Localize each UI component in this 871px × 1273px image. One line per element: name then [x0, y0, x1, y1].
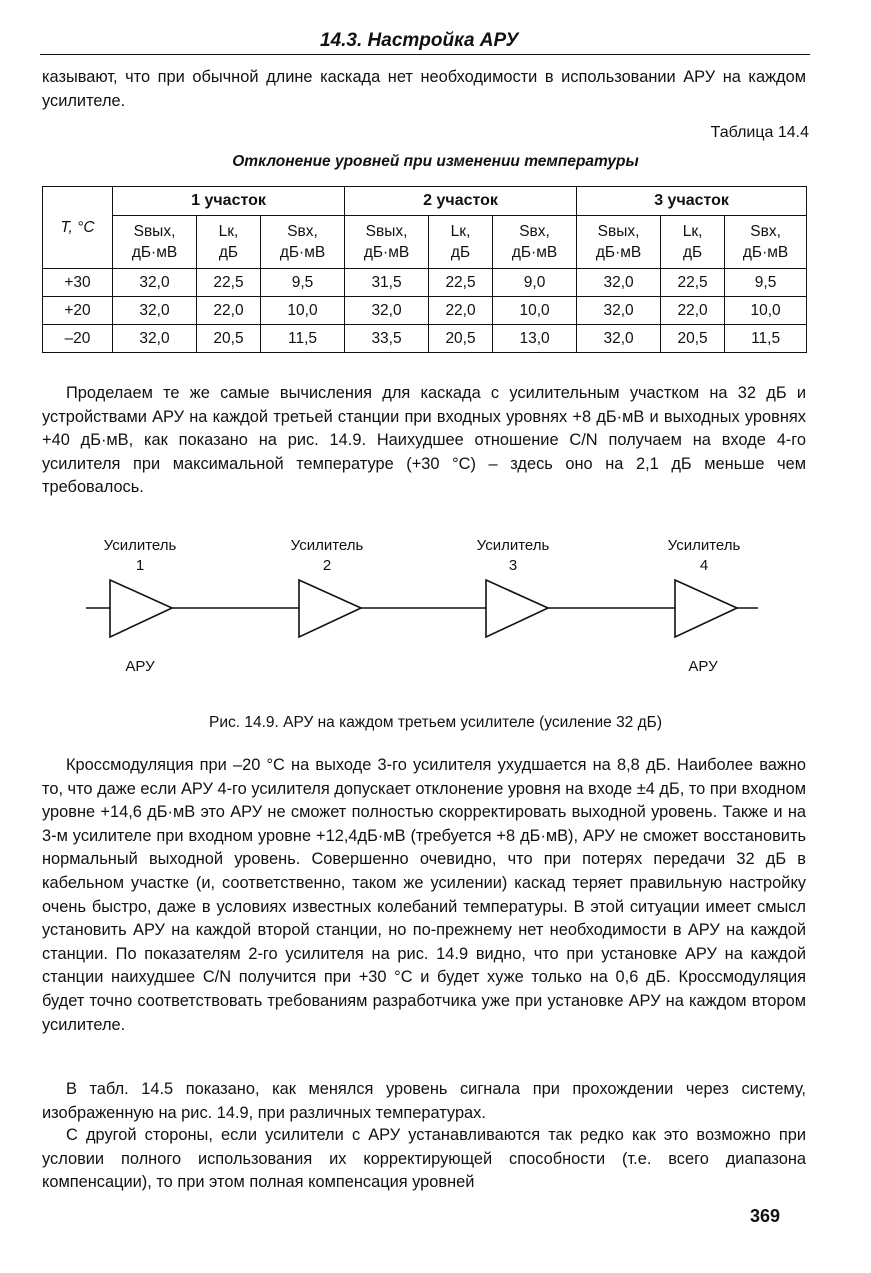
paragraph-3: Кроссмодуляция при –20 °С на выходе 3-го усилителя ухудшается на 8,8 дБ. Наиболее важно то, что даже если АРУ 4-го усилителя допускает отклонение уровня на входе ±4 дБ, то при входном уровне +14,6 дБ·мВ это АРУ не сможет полностью скорректировать выходной уровень. Также и на 3-м усилителе при входном уровне +12,4дБ·мВ (требуется +8 дБ·мВ), АРУ не сможет восстановить нормальный выходной уровень. Совершенно очевидно, что при потерях передачи 32 дБ в кабельном участке (и, соответственно, таком же усилении) каскад теряет правильную настройку очень быстро, даже в условиях известных колебаний температуры. В этой ситуации имеет смысл установить АРУ на каждой второй станции, но по-прежнему нет необходимости в АРУ на каждой станции. По показателям 2-го усилителя на рис. 14.9 видно, что при установке АРУ на каждой станции наихудшее C/N получится при +30 °С и будет хуже только на 0,6 дБ. Кроссмодуляция будет точно соответствовать требованиям разработчика уже при установке АРУ на каждом втором усилителе.: [42, 756, 806, 1034]
table-cell: 9,5: [725, 269, 807, 297]
group-header-1: 1 участок: [113, 187, 345, 216]
table-cell: 20,5: [197, 325, 261, 353]
table-row: [43, 297, 807, 325]
table-cell: 9,0: [493, 269, 577, 297]
page-number: 369: [750, 1206, 781, 1226]
paragraph-1: казывают, что при обычной длине каскада нет необходимости в использовании АРУ на каждом усилителе.: [42, 68, 806, 110]
table-cell: 13,0: [493, 325, 577, 353]
subheader-s-out: Sвых, дБ·мВ: [577, 216, 661, 269]
table-cell: 10,0: [261, 297, 345, 325]
table-cell: 22,0: [429, 297, 493, 325]
paragraph-5: С другой стороны, если усилители с АРУ устанавливаются так редко как это возможно при условии полного использования их корректирующей способности (т.е. всего диапазона компенсации), то при этом полная компенсация уровней: [42, 1126, 806, 1192]
subheader-s-out: Sвых, дБ·мВ: [113, 216, 197, 269]
subheader-l-k: Lк, дБ: [429, 216, 493, 269]
table-cell: 22,0: [661, 297, 725, 325]
table-cell: 11,5: [725, 325, 807, 353]
amplifier-1-symbol: [110, 580, 172, 637]
agc-label-amplifier-4: АРУ: [688, 658, 718, 675]
group-header-3: 3 участок: [577, 187, 807, 216]
table-cell: 10,0: [725, 297, 807, 325]
agc-label-amplifier-1: АРУ: [125, 658, 155, 675]
subheader-l-k: Lк, дБ: [661, 216, 725, 269]
amplifier-2-label: Усилитель 2: [290, 537, 364, 574]
amplifier-chain-diagram: [0, 560, 871, 660]
table-cell: 31,5: [345, 269, 429, 297]
table-cell: 32,0: [113, 325, 197, 353]
table-cell: 32,0: [577, 297, 661, 325]
figure-caption: Рис. 14.9. АРУ на каждом третьем усилителе (усиление 32 дБ): [208, 714, 662, 731]
table-cell: –20: [43, 325, 113, 353]
subheader-s-out: Sвых, дБ·мВ: [345, 216, 429, 269]
amplifier-2-symbol: [299, 580, 361, 637]
group-header-2: 2 участок: [345, 187, 577, 216]
table-cell: +20: [43, 297, 113, 325]
table-label: Таблица 14.4: [710, 124, 809, 141]
table-cell: 22,0: [197, 297, 261, 325]
temperature-header: T, °C: [43, 187, 113, 269]
paragraph-4: В табл. 14.5 показано, как менялся уровень сигнала при прохождении через систему, изображенную на рис. 14.9, при различных температурах.: [42, 1080, 806, 1122]
amplifier-3-symbol: [486, 580, 548, 637]
amplifier-3-label: Усилитель 3: [476, 537, 550, 574]
table-cell: +30: [43, 269, 113, 297]
table-row: [43, 269, 807, 297]
subheader-s-in: Sвх, дБ·мВ: [493, 216, 577, 269]
table-cell: 33,5: [345, 325, 429, 353]
amplifier-4-symbol: [675, 580, 737, 637]
amplifier-4-label: Усилитель 4: [667, 537, 741, 574]
table-cell: 32,0: [577, 325, 661, 353]
running-header: [40, 26, 810, 55]
table-cell: 32,0: [113, 297, 197, 325]
subheader-s-in: Sвх, дБ·мВ: [725, 216, 807, 269]
subheader-s-in: Sвх, дБ·мВ: [261, 216, 345, 269]
amplifier-1-label: Усилитель 1: [103, 537, 177, 574]
table-cell: 20,5: [429, 325, 493, 353]
table-cell: 10,0: [493, 297, 577, 325]
subheader-l-k: Lк, дБ: [197, 216, 261, 269]
table-cell: 11,5: [261, 325, 345, 353]
table-cell: 22,5: [661, 269, 725, 297]
table-cell: 32,0: [577, 269, 661, 297]
table-cell: 9,5: [261, 269, 345, 297]
header-title: 14.3. Настройка АРУ: [320, 30, 519, 51]
table-cell: 22,5: [197, 269, 261, 297]
table-cell: 20,5: [661, 325, 725, 353]
table-cell: 32,0: [345, 297, 429, 325]
paragraph-2: Проделаем те же самые вычисления для каскада с усилительным участком на 32 дБ и устройствами АРУ на каждой третьей станции при входных уровнях +8 дБ·мВ и выходных уровнях +40 дБ·мВ, как показано на рис. 14.9. Наихудшее отношение C/N получаем на входе 4-го усилителя при максимальной температуре (+30 °C) – здесь оно на 2,1 дБ меньше чем требовалось.: [42, 384, 806, 497]
table-cell: 22,5: [429, 269, 493, 297]
table-title: Отклонение уровней при изменении температуры: [232, 153, 639, 170]
table-row: [43, 325, 807, 353]
table-cell: 32,0: [113, 269, 197, 297]
temperature-deviation-table: [42, 186, 807, 353]
